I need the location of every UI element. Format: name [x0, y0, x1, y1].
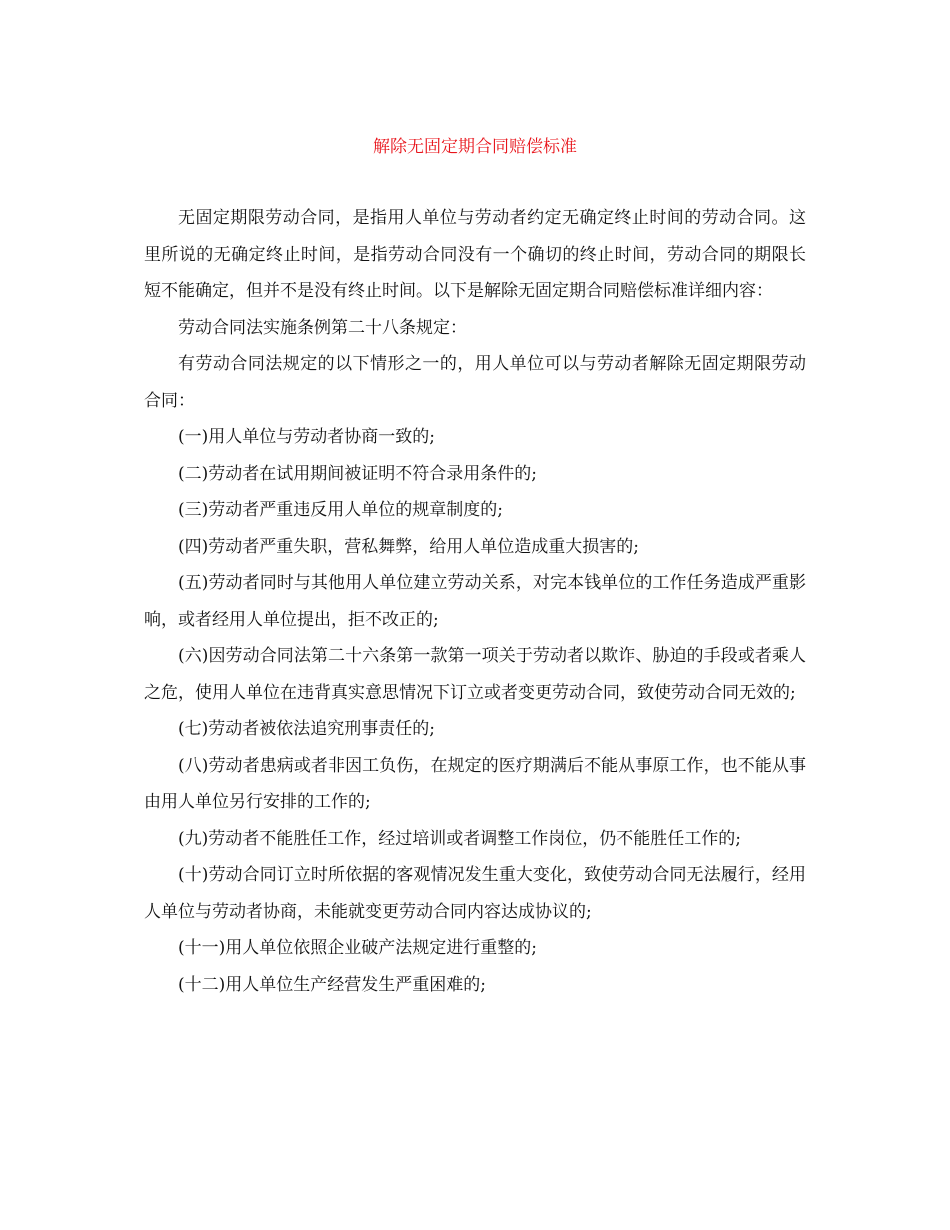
list-item: (二)劳动者在试用期间被证明不符合录用条件的; — [178, 463, 537, 484]
list-item: (九)劳动者不能胜任工作，经过培训或者调整工作岗位，仍不能胜任工作的; — [178, 828, 741, 849]
list-item: (八)劳动者患病或者非因工负伤，在规定的医疗期满后不能从事原工作，也不能从事由用人单位另行安排的工作的; — [144, 755, 806, 812]
list-item: (四)劳动者严重失职，营私舞弊，给用人单位造成重大损害的; — [178, 536, 639, 557]
paragraph-intro: 无固定期限劳动合同，是指用人单位与劳动者约定无确定终止时间的劳动合同。这里所说的无确定终止时间，是指劳动合同没有一个确切的终止时间，劳动合同的期限长短不能确定，但并不是没有终止时间。以下是解除无固定期合同赔偿标准详细内容： — [144, 208, 806, 301]
paragraph-regulation: 劳动合同法实施条例第二十八条规定： — [178, 317, 467, 338]
list-item: (十)劳动合同订立时所依据的客观情况发生重大变化，致使劳动合同无法履行，经用人单位与劳动者协商，未能就变更劳动合同内容达成协议的; — [144, 865, 806, 922]
list-item: (三)劳动者严重违反用人单位的规章制度的; — [178, 500, 503, 520]
list-item: (一)用人单位与劳动者协商一致的; — [178, 427, 435, 447]
list-item: (十二)用人单位生产经营发生严重困难的; — [178, 974, 486, 995]
paragraph-conditions: 有劳动合同法规定的以下情形之一的，用人单位可以与劳动者解除无固定期限劳动合同： — [144, 354, 806, 411]
document-body — [144, 200, 806, 1003]
list-item: (七)劳动者被依法追究刑事责任的; — [178, 719, 435, 739]
document-title: 解除无固定期合同赔偿标准 — [373, 137, 577, 157]
list-item: (五)劳动者同时与其他用人单位建立劳动关系，对完本钱单位的工作任务造成严重影响，或者经用人单位提出，拒不改正的; — [144, 573, 806, 630]
list-item: (十一)用人单位依照企业破产法规定进行重整的; — [178, 938, 537, 958]
list-item: (六)因劳动合同法第二十六条第一款第一项关于劳动者以欺诈、胁迫的手段或者乘人之危，使用人单位在违背真实意思情况下订立或者变更劳动合同，致使劳动合同无效的; — [144, 646, 806, 703]
